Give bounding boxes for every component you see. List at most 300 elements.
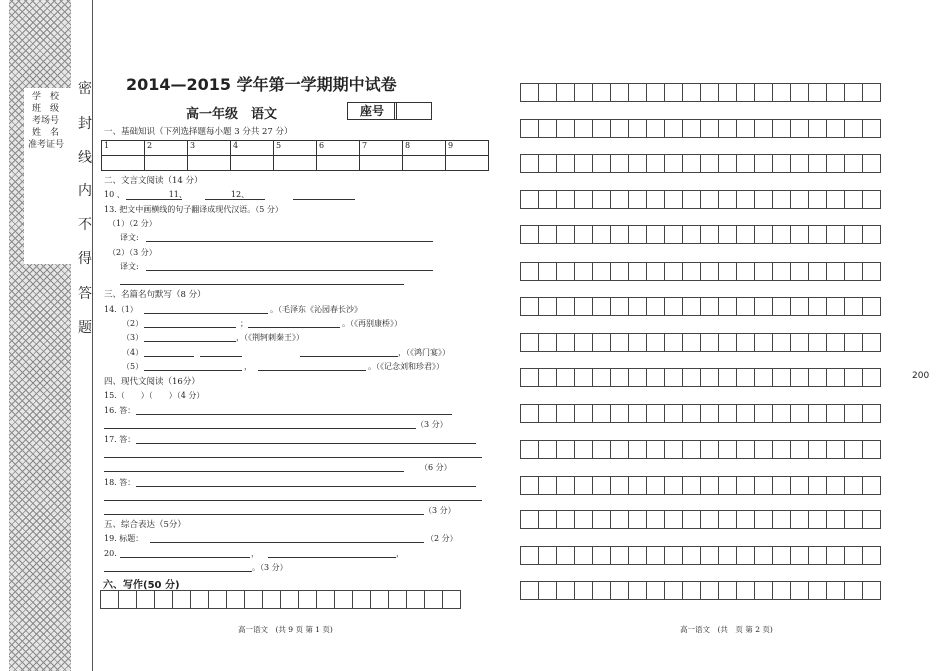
writing-cell[interactable] xyxy=(682,333,701,352)
writing-cell[interactable] xyxy=(700,368,719,387)
writing-cell[interactable] xyxy=(610,440,629,459)
q20-line-1[interactable] xyxy=(120,557,250,558)
writing-cell[interactable] xyxy=(826,510,845,529)
writing-cell[interactable] xyxy=(538,510,557,529)
writing-cell[interactable] xyxy=(646,225,665,244)
writing-cell[interactable] xyxy=(664,225,683,244)
writing-cell[interactable] xyxy=(520,333,539,352)
writing-cell[interactable] xyxy=(682,190,701,209)
writing-cell[interactable] xyxy=(610,190,629,209)
writing-cell[interactable] xyxy=(592,581,611,600)
writing-cell[interactable] xyxy=(610,546,629,565)
mc-answer-cell[interactable] xyxy=(145,156,188,171)
writing-cell[interactable] xyxy=(862,546,881,565)
writing-cell[interactable] xyxy=(844,581,863,600)
writing-cell[interactable] xyxy=(844,404,863,423)
writing-cell[interactable] xyxy=(610,262,629,281)
writing-cell[interactable] xyxy=(718,440,737,459)
writing-cell[interactable] xyxy=(808,368,827,387)
writing-cell[interactable] xyxy=(316,590,335,609)
writing-cell[interactable] xyxy=(592,225,611,244)
writing-cell[interactable] xyxy=(628,368,647,387)
writing-cell[interactable] xyxy=(772,404,791,423)
writing-cell[interactable] xyxy=(790,333,809,352)
writing-cell[interactable] xyxy=(700,333,719,352)
writing-cell[interactable] xyxy=(682,581,701,600)
writing-cell[interactable] xyxy=(664,510,683,529)
writing-cell[interactable] xyxy=(574,262,593,281)
writing-cell[interactable] xyxy=(520,190,539,209)
translate-line-2[interactable] xyxy=(146,270,433,271)
writing-cell[interactable] xyxy=(736,581,755,600)
q10-answer-line[interactable] xyxy=(126,199,182,200)
writing-cell[interactable] xyxy=(298,590,317,609)
writing-cell[interactable] xyxy=(754,440,773,459)
writing-cell[interactable] xyxy=(556,297,575,316)
writing-cell[interactable] xyxy=(538,154,557,173)
writing-cell[interactable] xyxy=(736,333,755,352)
writing-cell[interactable] xyxy=(682,225,701,244)
writing-cell[interactable] xyxy=(556,581,575,600)
writing-cell[interactable] xyxy=(244,590,263,609)
writing-cell[interactable] xyxy=(682,83,701,102)
writing-cell[interactable] xyxy=(592,368,611,387)
writing-cell[interactable] xyxy=(862,581,881,600)
writing-cell[interactable] xyxy=(718,476,737,495)
writing-cell[interactable] xyxy=(538,546,557,565)
writing-cell[interactable] xyxy=(628,119,647,138)
writing-cell[interactable] xyxy=(628,333,647,352)
writing-cell[interactable] xyxy=(628,440,647,459)
writing-cell[interactable] xyxy=(790,546,809,565)
writing-cell[interactable] xyxy=(556,510,575,529)
writing-cell[interactable] xyxy=(628,225,647,244)
writing-cell[interactable] xyxy=(736,190,755,209)
writing-cell[interactable] xyxy=(700,581,719,600)
writing-cell[interactable] xyxy=(280,590,299,609)
writing-cell[interactable] xyxy=(718,154,737,173)
writing-cell[interactable] xyxy=(208,590,227,609)
writing-cell[interactable] xyxy=(118,590,137,609)
q18-line-3[interactable] xyxy=(104,514,424,515)
writing-cell[interactable] xyxy=(646,404,665,423)
writing-cell[interactable] xyxy=(772,297,791,316)
q14-4-line-c[interactable] xyxy=(300,356,398,357)
writing-cell[interactable] xyxy=(556,546,575,565)
writing-cell[interactable] xyxy=(844,546,863,565)
writing-cell[interactable] xyxy=(628,154,647,173)
translate-line-3[interactable] xyxy=(120,284,404,285)
q16-line-2[interactable] xyxy=(104,428,416,429)
writing-cell[interactable] xyxy=(754,225,773,244)
writing-cell[interactable] xyxy=(790,368,809,387)
writing-cell[interactable] xyxy=(700,476,719,495)
writing-cell[interactable] xyxy=(862,333,881,352)
writing-cell[interactable] xyxy=(388,590,407,609)
q20-line-3[interactable] xyxy=(104,571,252,572)
writing-cell[interactable] xyxy=(556,225,575,244)
writing-cell[interactable] xyxy=(664,440,683,459)
writing-cell[interactable] xyxy=(772,333,791,352)
writing-cell[interactable] xyxy=(538,262,557,281)
writing-cell[interactable] xyxy=(628,476,647,495)
writing-cell[interactable] xyxy=(844,154,863,173)
writing-cell[interactable] xyxy=(700,154,719,173)
writing-cell[interactable] xyxy=(718,510,737,529)
writing-cell[interactable] xyxy=(172,590,191,609)
writing-cell[interactable] xyxy=(844,476,863,495)
writing-cell[interactable] xyxy=(574,190,593,209)
writing-cell[interactable] xyxy=(790,225,809,244)
writing-cell[interactable] xyxy=(700,297,719,316)
writing-cell[interactable] xyxy=(520,119,539,138)
writing-cell[interactable] xyxy=(664,404,683,423)
writing-cell[interactable] xyxy=(646,297,665,316)
writing-cell[interactable] xyxy=(844,368,863,387)
writing-cell[interactable] xyxy=(790,262,809,281)
writing-cell[interactable] xyxy=(862,83,881,102)
writing-cell[interactable] xyxy=(808,297,827,316)
writing-cell[interactable] xyxy=(718,581,737,600)
writing-cell[interactable] xyxy=(862,476,881,495)
writing-cell[interactable] xyxy=(718,546,737,565)
writing-cell[interactable] xyxy=(754,546,773,565)
writing-cell[interactable] xyxy=(772,510,791,529)
writing-cell[interactable] xyxy=(628,297,647,316)
writing-cell[interactable] xyxy=(664,83,683,102)
writing-cell[interactable] xyxy=(610,510,629,529)
writing-cell[interactable] xyxy=(352,590,371,609)
writing-cell[interactable] xyxy=(682,476,701,495)
writing-cell[interactable] xyxy=(754,119,773,138)
writing-cell[interactable] xyxy=(718,262,737,281)
writing-cell[interactable] xyxy=(556,190,575,209)
writing-cell[interactable] xyxy=(700,190,719,209)
writing-cell[interactable] xyxy=(718,368,737,387)
writing-cell[interactable] xyxy=(808,510,827,529)
writing-cell[interactable] xyxy=(826,154,845,173)
writing-cell[interactable] xyxy=(592,510,611,529)
writing-cell[interactable] xyxy=(808,546,827,565)
writing-cell[interactable] xyxy=(844,510,863,529)
writing-cell[interactable] xyxy=(808,581,827,600)
writing-cell[interactable] xyxy=(844,297,863,316)
writing-cell[interactable] xyxy=(556,368,575,387)
writing-cell[interactable] xyxy=(862,440,881,459)
writing-cell[interactable] xyxy=(538,333,557,352)
writing-cell[interactable] xyxy=(100,590,119,609)
writing-cell[interactable] xyxy=(826,333,845,352)
q14-4-line-a[interactable] xyxy=(144,356,194,357)
writing-cell[interactable] xyxy=(862,119,881,138)
writing-cell[interactable] xyxy=(718,297,737,316)
writing-cell[interactable] xyxy=(700,546,719,565)
writing-cell[interactable] xyxy=(826,404,845,423)
writing-cell[interactable] xyxy=(754,510,773,529)
writing-cell[interactable] xyxy=(520,581,539,600)
writing-cell[interactable] xyxy=(808,404,827,423)
writing-cell[interactable] xyxy=(556,154,575,173)
writing-cell[interactable] xyxy=(682,297,701,316)
writing-cell[interactable] xyxy=(826,190,845,209)
writing-cell[interactable] xyxy=(862,510,881,529)
writing-cell[interactable] xyxy=(628,510,647,529)
q12-answer-line[interactable] xyxy=(293,199,355,200)
writing-cell[interactable] xyxy=(826,119,845,138)
writing-cell[interactable] xyxy=(556,262,575,281)
writing-cell[interactable] xyxy=(262,590,281,609)
writing-cell[interactable] xyxy=(610,83,629,102)
q17-line-2[interactable] xyxy=(104,457,482,458)
writing-cell[interactable] xyxy=(646,262,665,281)
writing-cell[interactable] xyxy=(592,404,611,423)
writing-cell[interactable] xyxy=(646,368,665,387)
writing-cell[interactable] xyxy=(862,262,881,281)
writing-cell[interactable] xyxy=(592,297,611,316)
q18-line-2[interactable] xyxy=(104,500,482,501)
writing-cell[interactable] xyxy=(682,119,701,138)
writing-cell[interactable] xyxy=(736,119,755,138)
writing-cell[interactable] xyxy=(574,510,593,529)
writing-cell[interactable] xyxy=(808,154,827,173)
writing-cell[interactable] xyxy=(808,119,827,138)
writing-cell[interactable] xyxy=(646,510,665,529)
writing-cell[interactable] xyxy=(556,333,575,352)
q14-2-line-a[interactable] xyxy=(144,327,236,328)
writing-cell[interactable] xyxy=(736,83,755,102)
writing-cell[interactable] xyxy=(826,368,845,387)
writing-cell[interactable] xyxy=(736,510,755,529)
writing-cell[interactable] xyxy=(556,83,575,102)
mc-answer-cell[interactable] xyxy=(188,156,231,171)
writing-cell[interactable] xyxy=(808,440,827,459)
writing-cell[interactable] xyxy=(646,333,665,352)
writing-cell[interactable] xyxy=(628,83,647,102)
writing-cell[interactable] xyxy=(808,262,827,281)
writing-cell[interactable] xyxy=(538,581,557,600)
writing-cell[interactable] xyxy=(538,119,557,138)
writing-cell[interactable] xyxy=(538,476,557,495)
q14-3-line[interactable] xyxy=(144,341,236,342)
writing-cell[interactable] xyxy=(538,440,557,459)
writing-cell[interactable] xyxy=(664,190,683,209)
writing-cell[interactable] xyxy=(574,119,593,138)
writing-cell[interactable] xyxy=(646,476,665,495)
writing-cell[interactable] xyxy=(520,262,539,281)
writing-cell[interactable] xyxy=(664,154,683,173)
writing-cell[interactable] xyxy=(538,404,557,423)
writing-cell[interactable] xyxy=(628,581,647,600)
writing-cell[interactable] xyxy=(610,225,629,244)
q14-4-line-b[interactable] xyxy=(200,356,242,357)
writing-cell[interactable] xyxy=(736,262,755,281)
writing-cell[interactable] xyxy=(844,262,863,281)
writing-cell[interactable] xyxy=(190,590,209,609)
writing-cell[interactable] xyxy=(592,440,611,459)
writing-cell[interactable] xyxy=(556,440,575,459)
writing-cell[interactable] xyxy=(826,476,845,495)
writing-cell[interactable] xyxy=(520,440,539,459)
writing-cell[interactable] xyxy=(736,440,755,459)
q16-line-1[interactable] xyxy=(136,414,452,415)
mc-answer-cell[interactable] xyxy=(360,156,403,171)
writing-cell[interactable] xyxy=(646,119,665,138)
writing-cell[interactable] xyxy=(664,476,683,495)
writing-cell[interactable] xyxy=(664,262,683,281)
writing-cell[interactable] xyxy=(574,368,593,387)
writing-cell[interactable] xyxy=(610,119,629,138)
writing-cell[interactable] xyxy=(664,581,683,600)
writing-cell[interactable] xyxy=(520,546,539,565)
writing-cell[interactable] xyxy=(610,333,629,352)
writing-cell[interactable] xyxy=(862,368,881,387)
writing-cell[interactable] xyxy=(574,297,593,316)
writing-cell[interactable] xyxy=(520,404,539,423)
translate-line-1[interactable] xyxy=(146,241,433,242)
seat-number-box[interactable] xyxy=(394,102,432,120)
writing-cell[interactable] xyxy=(790,83,809,102)
writing-cell[interactable] xyxy=(718,404,737,423)
writing-cell[interactable] xyxy=(862,297,881,316)
writing-cell[interactable] xyxy=(646,190,665,209)
writing-cell[interactable] xyxy=(790,510,809,529)
writing-cell[interactable] xyxy=(772,581,791,600)
writing-cell[interactable] xyxy=(574,83,593,102)
writing-cell[interactable] xyxy=(826,83,845,102)
writing-cell[interactable] xyxy=(520,476,539,495)
writing-cell[interactable] xyxy=(682,368,701,387)
writing-cell[interactable] xyxy=(790,404,809,423)
writing-cell[interactable] xyxy=(154,590,173,609)
writing-cell[interactable] xyxy=(628,262,647,281)
writing-cell[interactable] xyxy=(592,83,611,102)
writing-cell[interactable] xyxy=(862,154,881,173)
writing-cell[interactable] xyxy=(718,119,737,138)
writing-cell[interactable] xyxy=(700,262,719,281)
writing-cell[interactable] xyxy=(556,404,575,423)
writing-cell[interactable] xyxy=(556,119,575,138)
writing-cell[interactable] xyxy=(862,190,881,209)
writing-cell[interactable] xyxy=(610,476,629,495)
writing-cell[interactable] xyxy=(862,404,881,423)
writing-cell[interactable] xyxy=(844,83,863,102)
writing-cell[interactable] xyxy=(736,154,755,173)
writing-cell[interactable] xyxy=(754,476,773,495)
writing-cell[interactable] xyxy=(718,225,737,244)
q11-answer-line[interactable] xyxy=(205,199,265,200)
writing-cell[interactable] xyxy=(736,476,755,495)
writing-cell[interactable] xyxy=(646,581,665,600)
writing-cell[interactable] xyxy=(664,297,683,316)
writing-cell[interactable] xyxy=(826,581,845,600)
q19-line[interactable] xyxy=(150,542,424,543)
writing-cell[interactable] xyxy=(538,83,557,102)
writing-cell[interactable] xyxy=(334,590,353,609)
writing-cell[interactable] xyxy=(664,119,683,138)
writing-cell[interactable] xyxy=(754,154,773,173)
writing-cell[interactable] xyxy=(520,225,539,244)
writing-cell[interactable] xyxy=(754,581,773,600)
writing-cell[interactable] xyxy=(844,440,863,459)
writing-cell[interactable] xyxy=(772,225,791,244)
writing-cell[interactable] xyxy=(844,190,863,209)
writing-cell[interactable] xyxy=(826,262,845,281)
writing-cell[interactable] xyxy=(574,225,593,244)
writing-cell[interactable] xyxy=(682,440,701,459)
writing-cell[interactable] xyxy=(790,154,809,173)
writing-cell[interactable] xyxy=(754,190,773,209)
writing-cell[interactable] xyxy=(574,404,593,423)
writing-cell[interactable] xyxy=(736,368,755,387)
writing-cell[interactable] xyxy=(682,154,701,173)
writing-cell[interactable] xyxy=(646,83,665,102)
writing-cell[interactable] xyxy=(808,225,827,244)
writing-cell[interactable] xyxy=(520,154,539,173)
writing-cell[interactable] xyxy=(682,404,701,423)
writing-cell[interactable] xyxy=(700,404,719,423)
writing-cell[interactable] xyxy=(700,119,719,138)
writing-cell[interactable] xyxy=(646,440,665,459)
writing-cell[interactable] xyxy=(736,546,755,565)
writing-cell[interactable] xyxy=(700,225,719,244)
writing-cell[interactable] xyxy=(790,190,809,209)
writing-cell[interactable] xyxy=(406,590,425,609)
writing-cell[interactable] xyxy=(574,546,593,565)
writing-cell[interactable] xyxy=(646,546,665,565)
writing-cell[interactable] xyxy=(772,476,791,495)
writing-cell[interactable] xyxy=(592,476,611,495)
writing-cell[interactable] xyxy=(538,190,557,209)
writing-cell[interactable] xyxy=(826,297,845,316)
mc-answer-cell[interactable] xyxy=(274,156,317,171)
writing-cell[interactable] xyxy=(592,154,611,173)
writing-cell[interactable] xyxy=(718,83,737,102)
writing-cell[interactable] xyxy=(790,440,809,459)
writing-cell[interactable] xyxy=(574,154,593,173)
writing-cell[interactable] xyxy=(574,333,593,352)
q17-line-1[interactable] xyxy=(136,443,476,444)
writing-cell[interactable] xyxy=(538,297,557,316)
writing-cell[interactable] xyxy=(718,333,737,352)
writing-cell[interactable] xyxy=(520,510,539,529)
writing-cell[interactable] xyxy=(538,225,557,244)
writing-cell[interactable] xyxy=(520,83,539,102)
writing-cell[interactable] xyxy=(754,368,773,387)
writing-cell[interactable] xyxy=(592,546,611,565)
writing-cell[interactable] xyxy=(772,440,791,459)
writing-cell[interactable] xyxy=(772,154,791,173)
q14-1-line[interactable] xyxy=(144,313,268,314)
writing-cell[interactable] xyxy=(664,333,683,352)
writing-cell[interactable] xyxy=(790,581,809,600)
writing-cell[interactable] xyxy=(772,262,791,281)
writing-cell[interactable] xyxy=(646,154,665,173)
writing-cell[interactable] xyxy=(700,440,719,459)
writing-cell[interactable] xyxy=(424,590,443,609)
writing-cell[interactable] xyxy=(844,119,863,138)
writing-cell[interactable] xyxy=(826,440,845,459)
writing-cell[interactable] xyxy=(862,225,881,244)
writing-cell[interactable] xyxy=(370,590,389,609)
writing-cell[interactable] xyxy=(772,83,791,102)
writing-cell[interactable] xyxy=(808,333,827,352)
writing-cell[interactable] xyxy=(718,190,737,209)
writing-cell[interactable] xyxy=(520,368,539,387)
writing-cell[interactable] xyxy=(772,546,791,565)
writing-cell[interactable] xyxy=(736,225,755,244)
writing-cell[interactable] xyxy=(592,119,611,138)
writing-cell[interactable] xyxy=(682,546,701,565)
